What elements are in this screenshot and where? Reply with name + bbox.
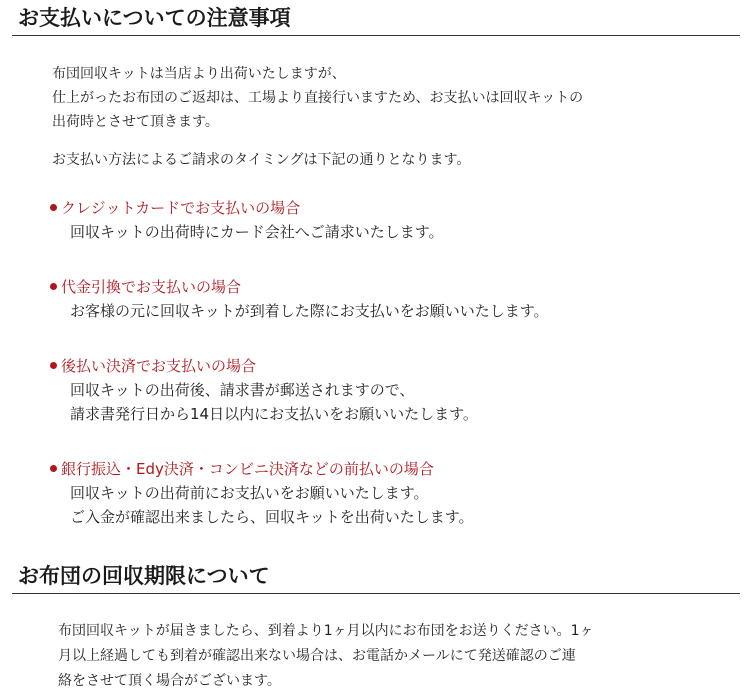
payment-case-prepayment [50,457,474,529]
case-body-line: 請求書発行日から14日以内にお支払いをお願いいたします。 [70,405,478,423]
intro-line: 布団回収キットは当店より出荷いたしますが、 [52,66,346,82]
bullet-icon [50,204,57,211]
case-body-line: お客様の元に回収キットが到着した際にお支払いをお願いいたします。 [70,302,549,320]
bullet-icon [50,283,57,290]
deadline-line: 月以上経過しても到着が確認出来ない場合は、お電話かメールにて発送確認のご連 [58,648,576,664]
collection-deadline-title: お布団の回収期限について [18,564,270,588]
intro-line: 仕上がったお布団のご返却は、工場より直接行いますため、お支払いは回収キットの [52,90,584,106]
case-heading [50,275,549,299]
payment-case-cash-on-delivery [50,275,549,323]
case-heading [50,354,478,378]
case-heading-text: クレジットカードでお支払いの場合 [61,199,301,217]
bullet-icon [50,362,57,369]
payment-case-credit-card [50,196,444,244]
intro-line: 出荷時とさせて頂きます。 [52,114,219,130]
case-heading [50,196,444,220]
case-body-line: ご入金が確認出来ましたら、回収キットを出荷いたします。 [70,508,474,526]
payment-intro [52,62,583,134]
bullet-icon [50,465,57,472]
payment-notes-title: お支払いについての注意事項 [18,6,291,30]
case-body-line: 回収キットの出荷前にお支払いをお願いいたします。 [70,484,429,502]
case-heading-text: 後払い決済でお支払いの場合 [61,357,257,375]
payment-timing-text: お支払い方法によるご請求のタイミングは下記の通りとなります。 [52,152,471,168]
collection-deadline-text [58,619,594,694]
section-divider [12,35,740,36]
section-divider [12,593,740,594]
payment-case-deferred [50,354,478,426]
deadline-line: 絡をさせて頂く場合がございます。 [58,673,281,689]
case-heading-text: 銀行振込・Edy決済・コンビニ決済などの前払いの場合 [61,460,434,478]
case-body-line: 回収キットの出荷時にカード会社へご請求いたします。 [70,223,444,241]
case-heading-text: 代金引換でお支払いの場合 [61,278,242,296]
deadline-line: 布団回収キットが届きましたら、到着より1ヶ月以内にお布団をお送りください。1ヶ [58,623,594,639]
case-body-line: 回収キットの出荷後、請求書が郵送されますので、 [70,381,415,399]
case-heading [50,457,474,481]
